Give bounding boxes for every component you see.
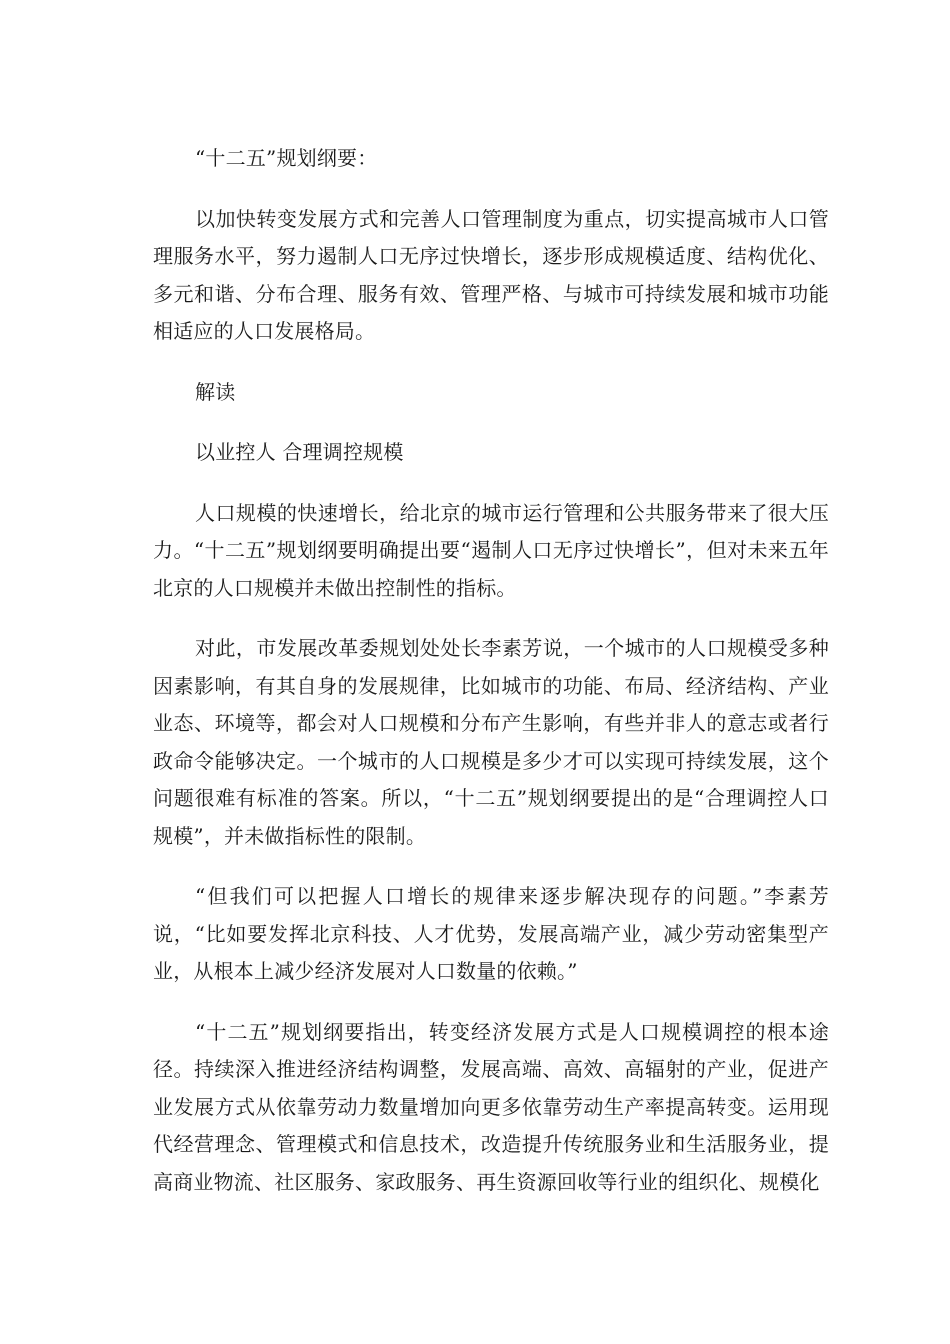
section-subtitle: 以业控人 合理调控规模 bbox=[195, 440, 404, 464]
interpretation-heading: 解读 bbox=[195, 379, 236, 404]
outline-text-paragraph: 以加快转变发展方式和完善人口管理制度为重点，切实提高城市人口管理服务水平，努力遏制人口无序过快增长，逐步形成规模适度、结构优化、多元和谐、分布合理、服务有效、管理严格、与城市可持续发展和城市功能相适应的人口发展格局。 bbox=[153, 206, 829, 343]
document-page bbox=[153, 140, 829, 1201]
body-paragraph: 对此，市发展改革委规划处处长李素芳说，一个城市的人口规模受多种因素影响，有其自身的发展规律，比如城市的功能、布局、经济结构、产业业态、环境等，都会对人口规模和分布产生影响，有些并非人的意志或者行政命令能够决定。一个城市的人口规模是多少才可以实现可持续发展，这个问题很难有标准的答案。所以，“十二五”规划纲要提出的是“合理调控人口规模”，并未做指标性的限制。 bbox=[153, 636, 829, 848]
outline-heading: “十二五”规划纲要： bbox=[195, 146, 378, 170]
body-paragraph: “但我们可以把握人口增长的规律来逐步解决现存的问题。”李素芳说，“比如要发挥北京科技、人才优势，发展高端产业，减少劳动密集型产业，从根本上减少经济发展对人口数量的依赖。” bbox=[153, 884, 829, 983]
body-paragraph: “十二五”规划纲要指出，转变经济发展方式是人口规模调控的根本途径。持续深入推进经济结构调整，发展高端、高效、高辐射的产业，促进产业发展方式从依靠劳动力数量增加向更多依靠劳动生产率提高转变。运用现代经营理念、管理模式和信息技术，改造提升传统服务业和生活服务业，提高商业物流、社区服务、家政服务、再生资源回收等行业的组织化、规模化 bbox=[153, 1019, 829, 1194]
body-paragraph: 人口规模的快速增长，给北京的城市运行管理和公共服务带来了很大压力。“十二五”规划纲要明确提出要“遏制人口无序过快增长”，但对未来五年北京的人口规模并未做出控制性的指标。 bbox=[153, 500, 829, 600]
